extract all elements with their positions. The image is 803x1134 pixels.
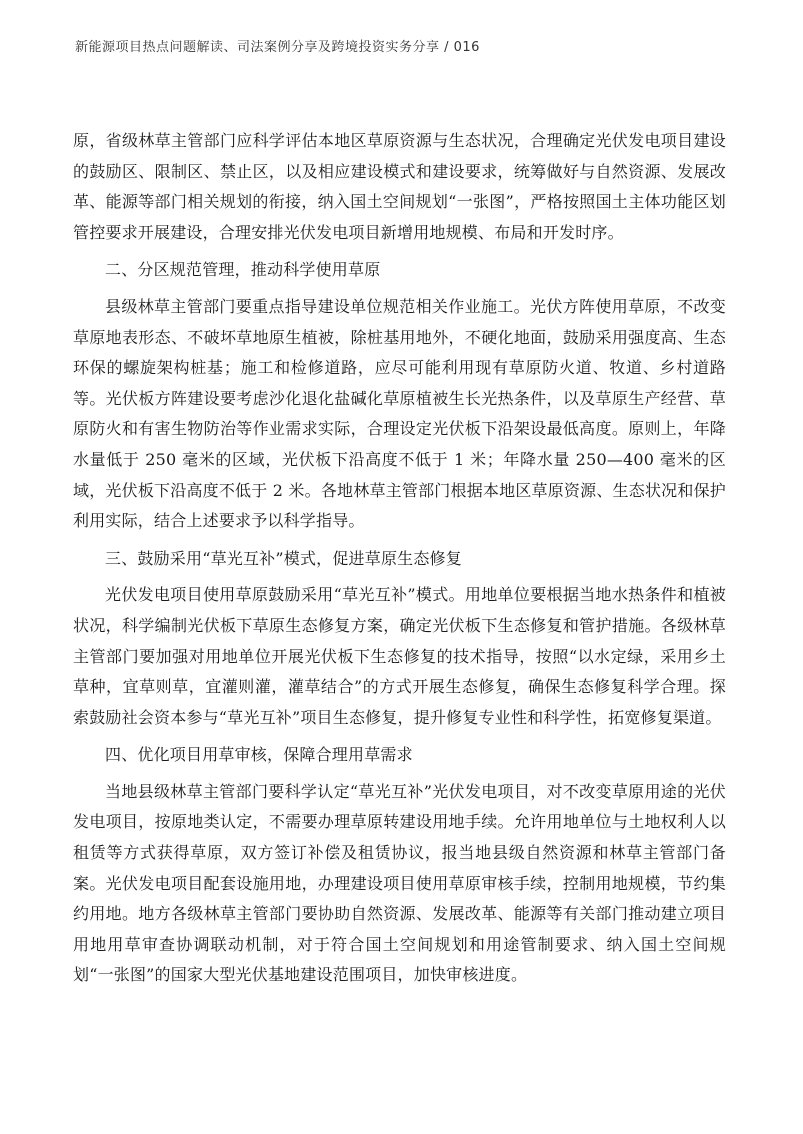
section-heading-4: 四、优化项目用草审核，保障合理用草需求: [105, 745, 413, 765]
section-heading-2: 二、分区规范管理，推动科学使用草原: [105, 260, 381, 280]
section-heading-3: 三、鼓励采用“草光互补”模式，促进草原生态修复: [105, 548, 462, 568]
paragraph-section-3: 光伏发电项目使用草原鼓励采用“草光互补”模式。用地单位要根据当地水热条件和植被状况，科学编制光伏板下草原生态修复方案，确定光伏板下生态修复和管护措施。各级林草主管部门要加强对用地单位开展光伏板下生态修复的技术指导，按照“以水定绿，采用乡土草种，宜草则草，宜灌则灌，灌草结合”的方式开展生态修复，确保生态修复科学合理。探索鼓励社会资本参与“草光互补”项目生态修复，提升修复专业性和科学性，拓宽修复渠道。: [73, 585, 726, 727]
document-body: [73, 126, 726, 991]
running-header: 新能源项目热点问题解读、司法案例分享及跨境投资实务分享 / 016: [75, 40, 480, 55]
paragraph-section-4: 当地县级林草主管部门要科学认定“草光互补”光伏发电项目，对不改变草原用途的光伏发电项目，按原地类认定，不需要办理草原转建设用地手续。允许用地单位与土地权利人以租赁等方式获得草原，双方签订补偿及租赁协议，报当地县级自然资源和林草主管部门备案。光伏发电项目配套设施用地，办理建设项目使用草原审核手续，控制用地规模，节约集约用地。地方各级林草主管部门要协助自然资源、发展改革、能源等有关部门推动建立项目用地用草审查协调联动机制，对于符合国土空间规划和用途管制要求、纳入国土空间规划“一张图”的国家大型光伏基地建设范围项目，加快审核进度。: [73, 781, 726, 985]
paragraph-continuation: 原，省级林草主管部门应科学评估本地区草原资源与生态状况，合理确定光伏发电项目建设的鼓励区、限制区、禁止区，以及相应建设模式和建设要求，统筹做好与自然资源、发展改革、能源等部门相关规划的衔接，纳入国土空间规划“一张图”，严格按照国土主体功能区划管控要求开展建设，合理安排光伏发电项目新增用地规模、布局和开发时序。: [73, 131, 726, 242]
paragraph-section-2: 县级林草主管部门要重点指导建设单位规范相关作业施工。光伏方阵使用草原，不改变草原地表形态、不破坏草地原生植被，除桩基用地外，不硬化地面，鼓励采用强度高、生态环保的螺旋架构桩基；施工和检修道路，应尽可能利用现有草原防火道、牧道、乡村道路等。光伏板方阵建设要考虑沙化退化盐碱化草原植被生长光热条件，以及草原生产经营、草原防火和有害生物防治等作业需求实际，合理设定光伏板下沿架设最低高度。原则上，年降水量低于 250 毫米的区域，光伏板下沿高度不低于 1 米；年降水量 250—400 毫米的区域，光伏板下沿高度不低于 2 米。各地林草主管部门根据本地区草原资源、生态状况和保护利用实际，结合上述要求予以科学指导。: [73, 296, 726, 531]
